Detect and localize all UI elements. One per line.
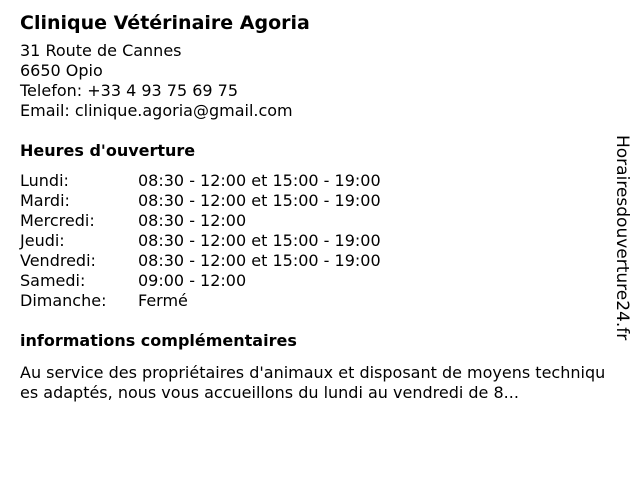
hours-row-friday — [20, 251, 610, 271]
hours-row-saturday — [20, 271, 610, 291]
info-title: informations complémentaires — [20, 331, 297, 350]
address-line-1: 31 Route de Cannes — [20, 41, 182, 60]
hours-row-thursday — [20, 231, 610, 251]
phone-number[interactable]: Telefon: +33 4 93 75 69 75 — [20, 81, 239, 100]
hours-title: Heures d'ouverture — [20, 141, 196, 160]
day-label: Samedi: — [20, 271, 86, 290]
site-watermark: Horairesdouverture24.fr — [612, 135, 632, 341]
time-value: 08:30 - 12:00 — [138, 211, 247, 230]
hours-table — [20, 171, 610, 311]
info-description: Au service des propriétaires d'animaux et disposant de moyens techniques adaptés, nous vous accueillons du lundi au vendredi de 8... — [20, 363, 606, 402]
hours-row-sunday — [20, 291, 610, 311]
time-value: 09:00 - 12:00 — [138, 271, 247, 290]
day-label: Lundi: — [20, 171, 69, 190]
email-address[interactable]: Email: clinique.agoria@gmail.com — [20, 101, 293, 120]
day-label: Dimanche: — [20, 291, 107, 310]
clinic-card — [20, 10, 610, 403]
address-line-2: 6650 Opio — [20, 61, 103, 80]
hours-row-tuesday — [20, 191, 610, 211]
time-value: 08:30 - 12:00 et 15:00 - 19:00 — [138, 251, 381, 270]
day-label: Mercredi: — [20, 211, 95, 230]
day-label: Mardi: — [20, 191, 70, 210]
time-value: Fermé — [138, 291, 188, 310]
time-value: 08:30 - 12:00 et 15:00 - 19:00 — [138, 171, 381, 190]
clinic-name: Clinique Vétérinaire Agoria — [20, 12, 310, 34]
contact-block — [20, 41, 610, 121]
day-label: Jeudi: — [20, 231, 65, 250]
time-value: 08:30 - 12:00 et 15:00 - 19:00 — [138, 231, 381, 250]
time-value: 08:30 - 12:00 et 15:00 - 19:00 — [138, 191, 381, 210]
hours-row-wednesday — [20, 211, 610, 231]
day-label: Vendredi: — [20, 251, 96, 270]
hours-row-monday — [20, 171, 610, 191]
